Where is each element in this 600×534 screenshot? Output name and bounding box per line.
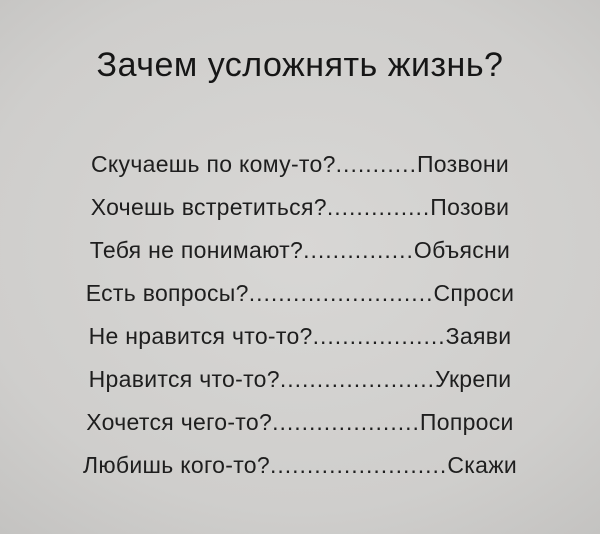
answer-text: Скажи — [447, 452, 518, 478]
answer-text: Заяви — [445, 323, 512, 349]
answer-text: Позвони — [416, 151, 509, 177]
question-text: Скучаешь по кому-то? — [91, 151, 336, 177]
answer-text: Попроси — [419, 409, 514, 435]
quote-line — [0, 401, 600, 444]
dot-leader: ........................ — [269, 452, 448, 478]
question-text: Любишь кого-то? — [82, 452, 270, 478]
quote-line — [0, 358, 600, 401]
question-text: Тебя не понимают? — [89, 237, 304, 263]
dot-leader: .................... — [272, 409, 420, 435]
quote-line — [0, 229, 600, 272]
answer-text: Спроси — [433, 280, 515, 306]
answer-text: Укрепи — [435, 366, 512, 392]
quote-line — [0, 315, 600, 358]
question-text: Нравится что-то? — [88, 366, 280, 392]
question-text: Хочешь встретиться? — [90, 194, 327, 220]
answer-text: Позови — [430, 194, 510, 220]
dot-leader: ........... — [335, 151, 417, 177]
quote-line — [0, 444, 600, 487]
dot-leader: ............... — [303, 237, 414, 263]
poster-title: Зачем усложнять жизнь? — [96, 46, 504, 84]
dot-leader: .................. — [312, 323, 446, 349]
answer-text: Объясни — [413, 237, 511, 263]
dot-leader: .............. — [326, 194, 431, 220]
quote-line — [0, 186, 600, 229]
quote-line — [0, 272, 600, 315]
question-text: Есть вопросы? — [85, 280, 249, 306]
dot-leader: ......................... — [248, 280, 434, 306]
quote-line — [0, 143, 600, 186]
question-text: Хочется чего-то? — [86, 409, 273, 435]
dot-leader: ..................... — [279, 366, 436, 392]
quote-lines — [0, 143, 600, 487]
question-text: Не нравится что-то? — [88, 323, 313, 349]
